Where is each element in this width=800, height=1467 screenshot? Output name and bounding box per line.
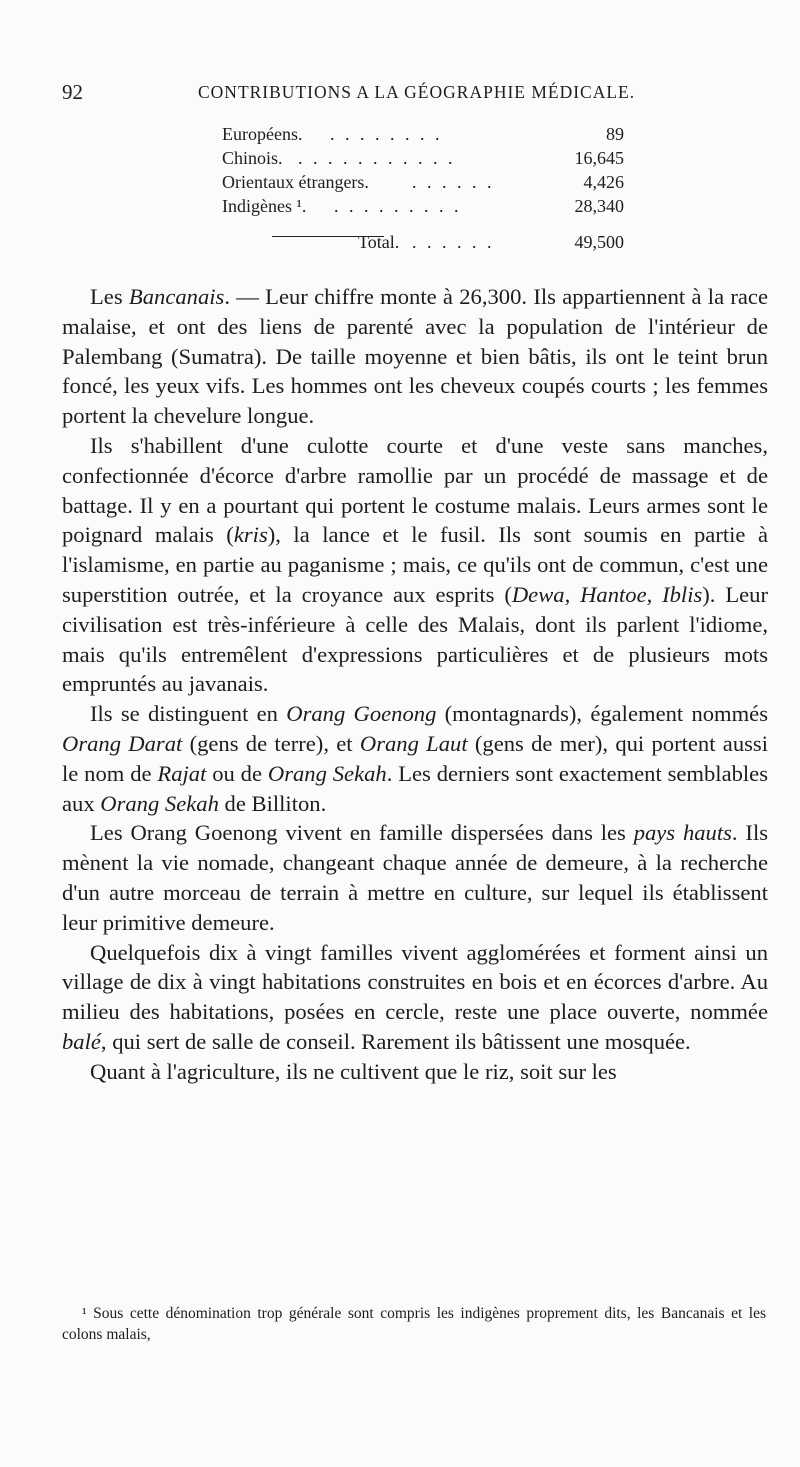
text-run: Quant à l'agriculture, ils ne cultivent que le riz, soit sur les [90,1058,617,1084]
dot-leader: . . . . . . . . . . . [298,148,456,168]
running-title: CONTRIBUTIONS A LA GÉOGRAPHIE MÉDICALE. [198,82,636,102]
paragraph [62,1057,768,1087]
text-run: Ils se distinguent en [90,701,287,727]
text-run: Les [90,284,129,309]
text-run: Les Orang Goenong vivent en famille dispersées dans les [90,820,634,846]
row-label: Chinois. [222,148,283,168]
row-value: 89 [606,124,624,144]
paragraph [62,282,768,431]
text-run: . Ils mènent la vie nomade, changeant chaque année de demeure, à la recherche d'un autre morceau de terrain à mettre en culture, sur lequel ils établissent leur primitive demeure. [62,820,769,935]
italic-term: balé [62,1028,101,1054]
italic-term: Rajat [157,760,207,786]
row-value: 16,645 [574,148,624,168]
text-run: . — Leur chiffre monte à 26,300. Ils appartiennent à la race malaise, et ont des liens de parenté avec la population de l'intérieur de Palembang (Sumatra). De taille moyenne et bien bâtis, ils ont le teint brun foncé, les yeux vifs. Les hommes ont les cheveux coupés courts ; les femmes portent la chevelure longue. [62,284,768,429]
total-label: Total. [358,232,400,252]
table-row [222,194,624,218]
text-run: (gens de terre), et [182,730,360,756]
paragraph [62,431,768,699]
total-value: 49,500 [574,232,624,252]
page-header [62,80,752,114]
row-label: Européens. [222,124,303,144]
italic-term: Orang Laut [359,730,468,756]
text-run: ), la lance et le fusil. Ils sont soumis en partie à l'islamisme, en partie au paganisme ; mais, ce qu'ils ont de commun, c'est une superstition outrée, et la croyance aux esprits ( [62,522,768,607]
text-run: . Les derniers sont exactement semblables aux [62,760,769,816]
italic-term: Bancanais [128,284,225,309]
text-run: (montagnards), également nommés [436,701,769,727]
italic-term: Orang Darat [62,730,183,756]
table-row [222,170,624,194]
dot-leader: . . . . . . [412,172,495,192]
italic-term: Orang Goenong [286,701,437,727]
total-rule [272,236,384,237]
italic-term: Orang Sekah [267,760,387,786]
italic-term: pays hauts [633,820,732,846]
population-table [222,122,624,254]
text-run: de Billiton. [218,790,327,816]
dot-leader: . . . . . . [412,232,495,252]
dot-leader: . . . . . . . . [330,124,443,144]
paragraph [62,938,768,1057]
italic-term: kris [233,522,268,548]
total-row [222,230,624,254]
row-value: 28,340 [574,196,624,216]
row-label: Indigènes ¹. [222,196,307,216]
body-text [62,282,768,1087]
footnote: ¹ Sous cette dénomination trop générale sont compris les indigènes proprement dits, les Bancanais et les colons malais, [62,1305,766,1343]
paragraph [62,818,768,937]
dot-leader: . . . . . . . . . [334,196,462,216]
text-run: ). Leur civilisation est très-inférieure à celle des Malais, dont ils parlent l'idiome, mais qu'ils entremêlent d'expressions particulières et de plusieurs mots empruntés au javanais. [62,581,768,697]
page-number: 92 [62,80,83,104]
text-run: Ils s'habillent d'une culotte courte et d'une veste sans manches, confectionnée d'écorce d'arbre ramollie par un procédé de massage et de battage. Il y en a pourtant qui portent le costume malais. Leurs armes sont le poignard malais ( [62,432,768,548]
row-value: 4,426 [583,172,624,192]
row-label: Orientaux étrangers. [222,172,369,192]
text-run: ou de [206,760,268,786]
text-run: (gens de mer), qui portent aussi le nom de [62,730,768,786]
italic-term: Dewa, Hantoe, Iblis [511,581,703,607]
table-row [222,122,624,146]
text-run: Quelquefois dix à vingt familles vivent agglomérées et forment ainsi un village de dix à vingt habitations construites en bois et en écorces d'arbre. Au milieu des habitations, posées en cercle, reste une place ouverte, nommée [62,939,768,1025]
text-run: , qui sert de salle de conseil. Rarement ils bâtissent une mosquée. [100,1028,691,1054]
italic-term: Orang Sekah [100,790,219,816]
table-row [222,146,624,170]
paragraph [62,699,768,818]
